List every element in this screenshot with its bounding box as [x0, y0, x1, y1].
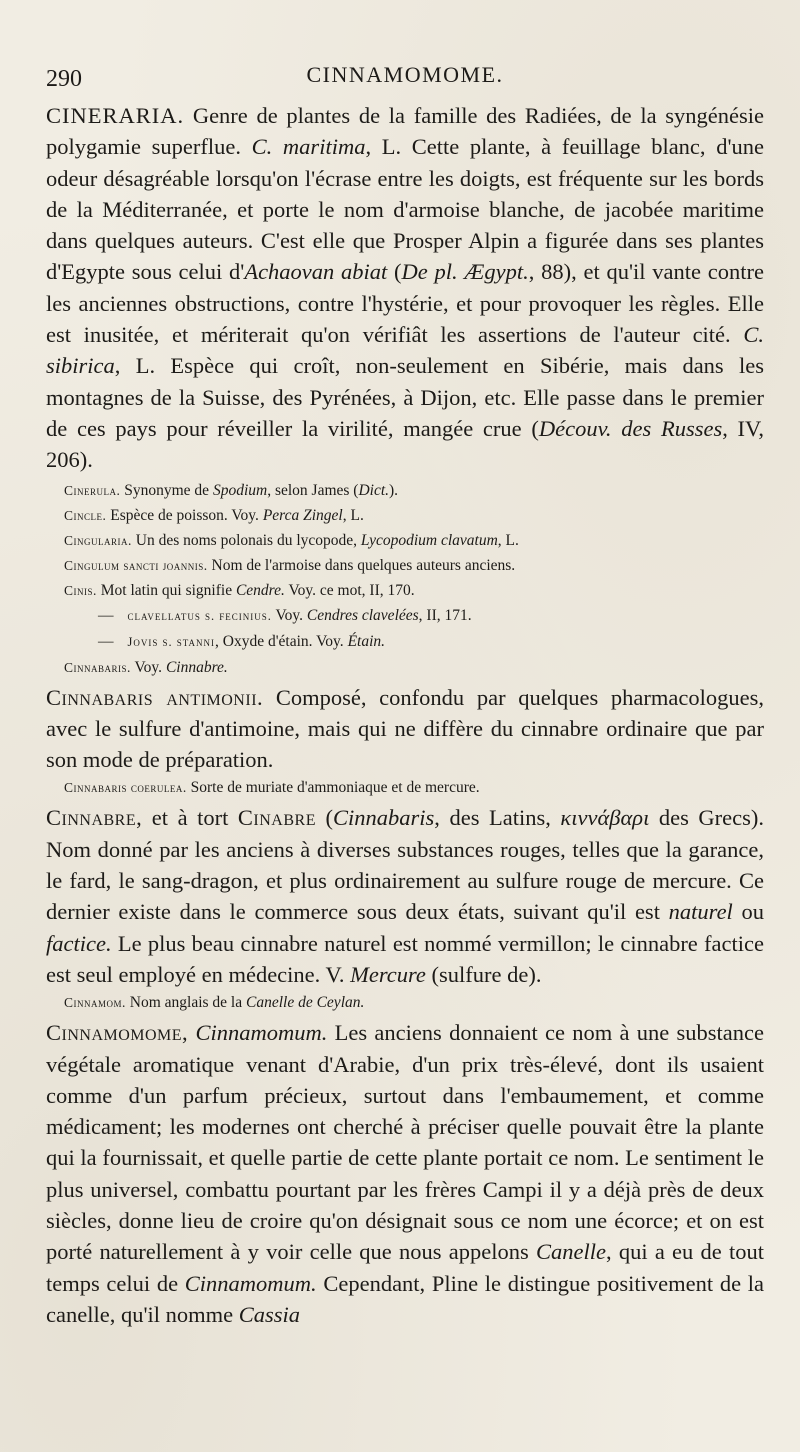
entry-text: (sulfure de).: [425, 961, 542, 987]
entry-text: Voy. ce mot, II, 170.: [284, 581, 415, 599]
entry-text: , qui a eu de tout temps celui de: [46, 1239, 764, 1296]
entry-italic: factice.: [46, 930, 112, 956]
entry-headword: Cinnamom.: [64, 995, 126, 1011]
page-number: 290: [46, 66, 82, 92]
entry-headword: Cinnabaris coerulea.: [64, 780, 187, 796]
entry-text: (: [315, 805, 334, 831]
entry-text: Cependant, Pline le distingue positivement de la canelle, qu'il nomme: [46, 1270, 764, 1327]
entry-dash: —: [98, 606, 114, 624]
entry-headword: Cinis.: [64, 582, 97, 598]
entry-italic: Perca Zingel: [262, 506, 343, 524]
entry-italic: naturel: [668, 899, 733, 925]
entry-italic: De pl. Ægypt.: [401, 259, 529, 285]
page-header: [46, 58, 764, 98]
entry-headword: clavellatus s. fecinius.: [127, 608, 272, 623]
entry-text: , IV, 206).: [46, 415, 765, 473]
entry-headword: Cincle.: [64, 507, 107, 523]
entry-text: Synonyme de: [120, 481, 213, 499]
entry-cingulum: [46, 553, 764, 578]
entry-cinnabaris-antimonii: [46, 682, 764, 776]
subentry-jovis: [46, 629, 764, 655]
entry-text: Espèce de poisson. Voy.: [106, 506, 263, 524]
entry-text: (: [387, 259, 402, 285]
entry-headword: Cinerula.: [64, 482, 121, 498]
entry-dash: —: [98, 632, 114, 650]
entry-italic: Achaovan abiat: [244, 259, 388, 285]
entry-text: ).: [389, 481, 399, 499]
entry-cinnamomome: [46, 1017, 764, 1330]
entry-text: , II, 171.: [418, 606, 472, 624]
entry-text: Les anciens donnaient ce nom à une substance végétale aromatique venant d'Arabie, d'un prix très-élevé, dont ils usaient comme d'un parfum précieux, surtout dans l'embaumement, et comme médicament; les modernes ont cherché à préciser quelle pouvait être la plante qui la fournissait, et quelle partie de cette plante portait ce nom. Le sentiment le plus universel, combattu pourtant par les frères Campi il y a déjà près de deux siècles, donne lieu de croire qu'on désignait sous ce nom une écorce; et on est porté naturellement à y voir celle que nous appelons: [46, 1020, 764, 1265]
entry-cingularia: [46, 528, 764, 553]
entry-text: des Grecs). Nom donné par les anciens à diverses substances rouges, telles que la garance, le fard, le sang-dragon, et plus ordinairement au sulfure rouge de mercure. Ce dernier existe dans le commerce sous deux états, suivant qu'il est: [46, 805, 764, 925]
entry-italic: Spodium: [212, 481, 268, 499]
entry-cineraria: [46, 100, 764, 476]
entry-text: , Oxyde d'étain. Voy.: [215, 632, 348, 650]
entry-headword: Jovis s. stanni: [127, 634, 216, 649]
entry-text: Genre de plantes de la famille des Radiées, de la syngénésie polygamie superflue.: [46, 103, 764, 160]
entry-italic: Canelle: [535, 1239, 606, 1265]
entry-text: , selon James (: [267, 481, 359, 499]
entry-greek-word: κιννάβαρι: [560, 805, 650, 831]
entry-headword: Cinnabaris.: [64, 659, 131, 675]
entry-text: , des Latins,: [434, 805, 561, 831]
entry-text: Un des noms polonais du lycopode,: [131, 531, 361, 549]
entry-text: , 88), et qu'il vante contre les anciennes obstructions, contre l'hystérie, et pour provoquer les règles. Elle est inusitée, et mériterait qu'on vérifiât les assertions de l'auteur cité.: [46, 259, 764, 348]
entry-italic: Cinnamomum.: [184, 1270, 317, 1296]
entry-italic: Cinnamomum.: [195, 1020, 328, 1046]
entry-headword: Cinnabaris antimonii.: [46, 684, 264, 710]
entry-italic: Mercure: [350, 961, 426, 987]
entry-text: ou: [732, 899, 765, 925]
entry-italic: C. maritima: [251, 134, 366, 160]
entry-text: , L.: [497, 531, 519, 549]
entry-cinnabaris: [46, 655, 764, 680]
entry-italic: Lycopodium clavatum: [360, 531, 498, 549]
entry-text: Mot latin qui signifie: [96, 581, 236, 599]
entry-cinis: [46, 578, 764, 603]
entry-text: Le plus beau cinnabre naturel est nommé vermillon; le cinnabre factice est seul employé en médecine. V.: [46, 930, 764, 987]
entry-italic: Cendres clavelées: [306, 606, 419, 624]
entry-text: Nom anglais de la: [125, 994, 246, 1012]
entry-headword: Cinnamomome,: [46, 1020, 189, 1046]
entry-italic: Cendre.: [235, 581, 285, 599]
entry-italic: Dict.: [358, 481, 390, 499]
entry-italic: Découv. des Russes: [538, 415, 723, 441]
entry-cinerula: [46, 478, 764, 503]
entry-text: et à tort: [142, 805, 238, 831]
entry-headword-variant: Cinabre: [237, 805, 316, 831]
subentry-clavellatus: [46, 603, 764, 629]
entry-text: , L. Cette plante, à feuillage blanc, d'une odeur désagréable lorsqu'on l'écrase entre les doigts, est fréquente sur les bords de la Méditerranée, et porte le nom d'armoise blanche, de jacobée maritime dans quelques auteurs. C'est elle que Prosper Alpin a figurée dans ses plantes d'Egypte sous celui d': [46, 134, 764, 285]
entry-italic: Cassia: [238, 1301, 301, 1327]
entry-headword: CINERARIA.: [46, 103, 185, 128]
entry-headword: Cinnabre,: [46, 805, 143, 831]
entry-italic: Étain.: [347, 632, 386, 650]
entry-italic: Cinnabaris: [333, 805, 435, 831]
entry-text: , L.: [342, 506, 364, 524]
entry-text: Sorte de muriate d'ammoniaque et de mercure.: [186, 779, 480, 797]
entry-text: , L. Espèce qui croît, non-seulement en Sibérie, mais dans les montagnes de la Suisse, des Pyrénées, à Dijon, etc. Elle passe dans le premier de ces pays pour réveiller la virilité, mangée crue (: [46, 353, 764, 441]
entry-italic: C. sibirica: [46, 322, 764, 379]
entry-text: Composé, confondu par quelques pharmacologues, avec le sulfure d'antimoine, mais qui ne diffère du cinnabre ordinaire que par son mode de préparation.: [46, 684, 765, 773]
running-head: CINNAMOMOME.: [306, 62, 504, 87]
entry-text: Voy.: [130, 658, 166, 676]
entry-cincle: [46, 503, 764, 528]
entry-cinnamom: [46, 990, 764, 1015]
entry-text: Voy.: [271, 606, 307, 624]
entry-cinnabaris-coerulea: [46, 775, 764, 800]
entry-italic: Cinnabre.: [165, 658, 228, 676]
entry-text: Nom de l'armoise dans quelques auteurs anciens.: [207, 556, 516, 574]
entry-italic: Canelle de Ceylan.: [246, 994, 365, 1012]
entry-headword: Cingulum sancti joannis.: [64, 557, 208, 573]
entry-cinnabre: [46, 802, 764, 990]
entry-headword: Cingularia.: [64, 532, 132, 548]
